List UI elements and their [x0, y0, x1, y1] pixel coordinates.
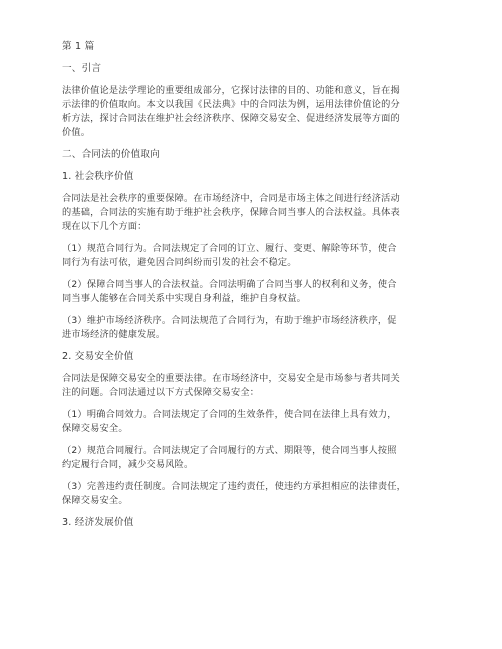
section-heading	[62, 62, 442, 76]
paragraph-line: 合同法是保障交易安全的重要法律。在市场经济中，交易安全是市场参与者共同关	[62, 373, 400, 384]
spacer	[62, 306, 442, 314]
paragraph-line: （1）明确合同效力。合同法规定了合同的生效条件，使合同在法律上具有效力，	[62, 409, 397, 420]
spacer	[62, 364, 442, 372]
spacer	[62, 270, 442, 278]
spacer	[62, 54, 442, 62]
section-heading	[62, 148, 442, 162]
document-page	[62, 40, 442, 530]
paragraph	[62, 84, 442, 140]
paragraph-line: 示法律的价值取向。本文以我国《民法典》中的合同法为例，运用法律价值论的分	[62, 99, 400, 110]
paragraph-line: 析方法，探讨合同法在维护社会经济秩序、保障交易安全、促进经济发展等方面的	[62, 113, 400, 124]
paragraph-line: 合同法是社会秩序的重要保障。在市场经济中，合同是市场主体之间进行经济活动	[62, 193, 400, 204]
heading-text: 第 1 篇	[62, 41, 95, 52]
spacer	[62, 342, 442, 350]
paragraph	[62, 480, 442, 508]
spacer	[62, 162, 442, 170]
spacer	[62, 472, 442, 480]
spacer	[62, 76, 442, 84]
paragraph	[62, 278, 442, 306]
paragraph	[62, 314, 442, 342]
paragraph-line: 现在以下几个方面：	[62, 221, 147, 232]
paragraph-line: （3）维护市场经济秩序。合同法规范了合同行为，有助于维护市场经济秩序，促	[62, 315, 397, 326]
paragraph-line: 保障交易安全。	[62, 423, 128, 434]
spacer	[62, 508, 442, 516]
heading-text: 一、引言	[62, 63, 102, 74]
paragraph	[62, 242, 442, 270]
paragraph-line: 同当事人能够在合同关系中实现自身利益，维护自身权益。	[62, 293, 307, 304]
paragraph-line: 约定履行合同，减少交易风险。	[62, 459, 194, 470]
paragraph-line: （2）保障合同当事人的合法权益。合同法明确了合同当事人的权利和义务，使合	[62, 279, 397, 290]
spacer	[62, 140, 442, 148]
heading-text: 1. 社会秩序价值	[62, 171, 134, 182]
paragraph	[62, 192, 442, 234]
spacer	[62, 436, 442, 444]
paragraph	[62, 372, 442, 400]
paragraph-line: （2）规范合同履行。合同法规定了合同履行的方式、期限等，使合同当事人按照	[62, 445, 397, 456]
paragraph-line: 价值。	[62, 127, 91, 138]
heading-text: 2. 交易安全价值	[62, 351, 134, 362]
section-heading	[62, 516, 442, 530]
paragraph	[62, 408, 442, 436]
section-heading	[62, 170, 442, 184]
heading-text: 3. 经济发展价值	[62, 517, 134, 528]
paragraph-line: （1）规范合同行为。合同法规定了合同的订立、履行、变更、解除等环节，使合	[62, 243, 397, 254]
heading-text: 二、合同法的价值取向	[62, 149, 160, 160]
spacer	[62, 234, 442, 242]
section-heading	[62, 40, 442, 54]
paragraph-line: 法律价值论是法学理论的重要组成部分，它探讨法律的目的、功能和意义，旨在揭	[62, 85, 400, 96]
document-content	[62, 40, 442, 530]
paragraph-line: 注的问题。合同法通过以下方式保障交易安全：	[62, 387, 260, 398]
paragraph-line: 保障交易安全。	[62, 495, 128, 506]
paragraph-line: 的基础，合同法的实施有助于维护社会秩序，保障合同当事人的合法权益。具体表	[62, 207, 400, 218]
paragraph-line: 同行为有法可依，避免因合同纠纷而引发的社会不稳定。	[62, 257, 297, 268]
paragraph-line: （3）完善违约责任制度。合同法规定了违约责任，使违约方承担相应的法律责任，	[62, 481, 406, 492]
section-heading	[62, 350, 442, 364]
spacer	[62, 400, 442, 408]
paragraph	[62, 444, 442, 472]
paragraph-line: 进市场经济的健康发展。	[62, 329, 166, 340]
spacer	[62, 184, 442, 192]
